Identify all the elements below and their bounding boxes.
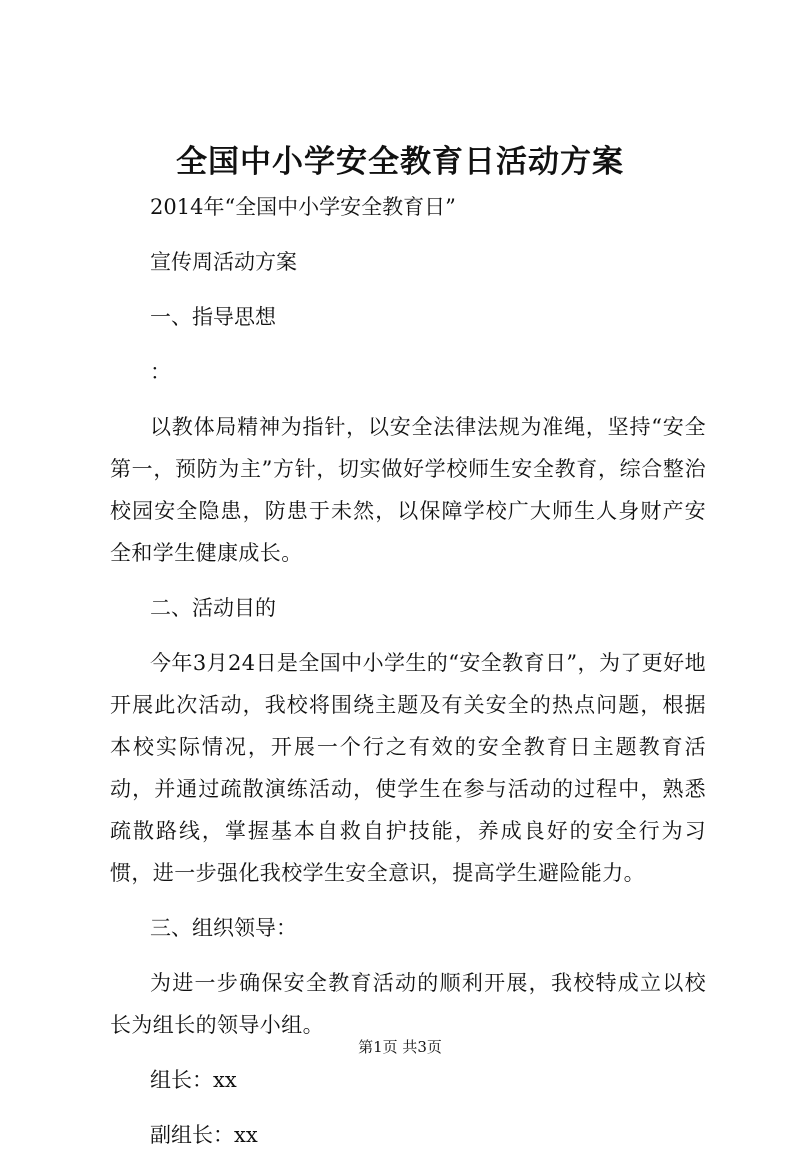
document-title: 全国中小学安全教育日活动方案 xyxy=(176,144,624,180)
section-heading-purpose: 二、活动目的 xyxy=(150,596,276,620)
paragraph-guiding-thought: 以教体局精神为指针，以安全法律法规为准绳，坚持“安全第一，预防为主”方针，切实做好学校师生安全教育，综合整治校园安全隐患，防患于未然，以保障学校广大师生人身财产安全和学生健康成长。 xyxy=(110,415,706,565)
document-body xyxy=(110,186,706,1156)
subtitle-line-1: 2014年“全国中小学安全教育日” xyxy=(150,195,456,219)
colon-line: ： xyxy=(150,360,171,384)
section-heading-guiding-thought: 一、指导思想 xyxy=(150,305,276,329)
page-footer: 第1页 共3页 xyxy=(358,1038,442,1056)
section-heading-leadership: 三、组织领导： xyxy=(150,916,297,940)
deputy-leader-line: 副组长：xx xyxy=(150,1123,258,1147)
paragraph-purpose: 今年3月24日是全国中小学生的“安全教育日”，为了更好地开展此次活动，我校将围绕主题及有关安全的热点问题，根据本校实际情况，开展一个行之有效的安全教育日主题教育活动，并通过疏散演练活动，使学生在参与活动的过程中，熟悉疏散路线，掌握基本自救自护技能，养成良好的安全行为习惯，进一步强化我校学生安全意识，提高学生避险能力。 xyxy=(110,651,706,885)
subtitle-line-2: 宣传周活动方案 xyxy=(150,250,297,274)
paragraph-leadership: 为进一步确保安全教育活动的顺利开展，我校特成立以校长为组长的领导小组。 xyxy=(110,971,706,1037)
leader-line: 组长：xx xyxy=(150,1068,237,1092)
